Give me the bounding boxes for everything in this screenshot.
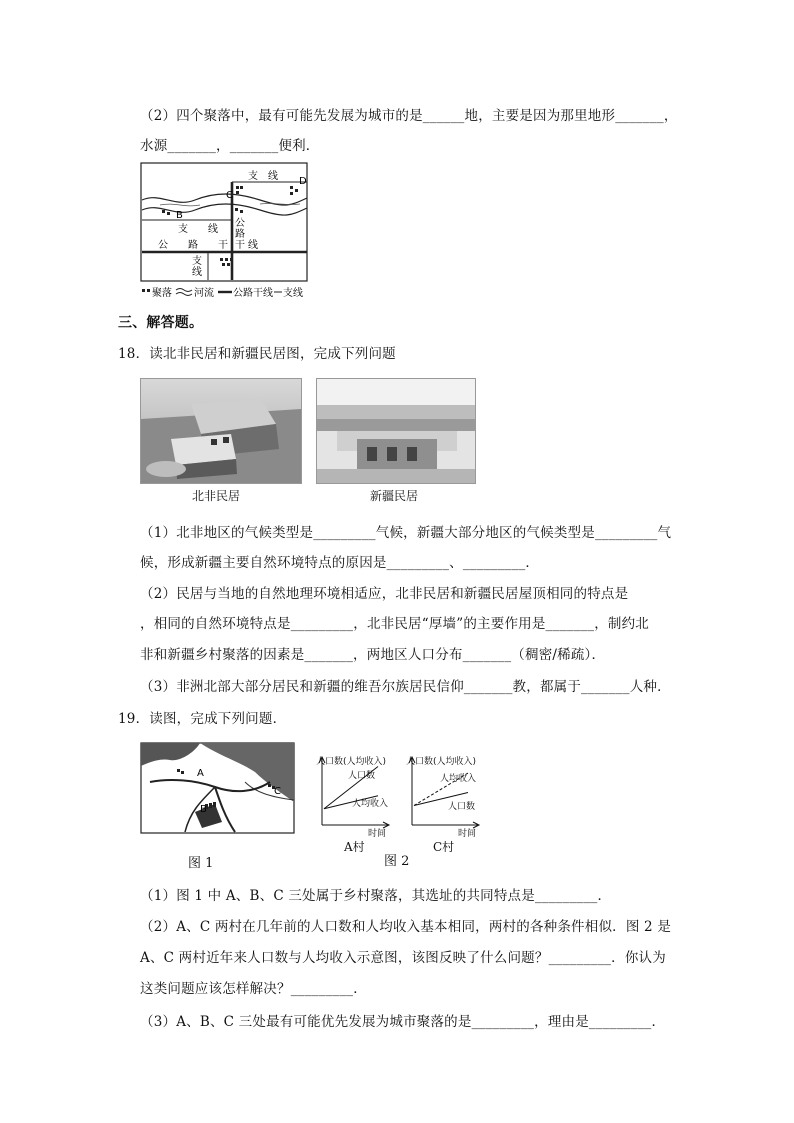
svg-text:线: 线 bbox=[248, 240, 258, 251]
chart-c-xlabel: 时间 bbox=[458, 829, 477, 839]
svg-text:C: C bbox=[274, 786, 281, 797]
north-africa-dwelling-photo bbox=[140, 378, 302, 484]
q19-part2-line1: （2）A、C 两村在几年前的人口数和人均收入基本相同，两村的各种条件相似．图 2 是 bbox=[140, 919, 672, 935]
q18-part2-line3: 非和新疆乡村聚落的因素是_______，两地区人口分布_______（稠密/稀疏）． bbox=[140, 647, 606, 663]
q18-part2-line1: （2）民居与当地的自然地理环境相适应，北非民居和新疆民居屋顶相同的特点是 bbox=[140, 586, 629, 602]
q19-part3: （3）A、B、C 三处最有可能优先发展为城市聚落的是_________，理由是_________． bbox=[140, 1014, 666, 1030]
svg-text:聚落: 聚落 bbox=[152, 288, 172, 299]
chart-a-caption: A村 bbox=[344, 840, 365, 854]
svg-text:C: C bbox=[226, 190, 233, 201]
chart-a-ylabel: 人口数(人均收入) bbox=[316, 757, 387, 767]
xinjiang-caption: 新疆民居 bbox=[370, 489, 419, 503]
q17-part2-line2: 水源_______，_______便利． bbox=[140, 138, 320, 154]
svg-text:支 线: 支 线 bbox=[178, 224, 218, 235]
svg-text:路: 路 bbox=[235, 229, 245, 240]
q17-part2-line1: （2）四个聚落中，最有可能先发展为城市的是______地，主要是因为那里地形_______， bbox=[140, 108, 678, 124]
svg-text:公 路 干: 公 路 干 bbox=[158, 240, 228, 251]
chart-a-series-population: 人口数 bbox=[348, 771, 376, 781]
q18-part2-line2: ，相同的自然环境特点是_________，北非民居“厚墙”的主要作用是_______，制约北 bbox=[140, 616, 650, 632]
svg-text:线: 线 bbox=[192, 267, 202, 278]
svg-text:B: B bbox=[200, 804, 207, 815]
north-africa-caption: 北非民居 bbox=[192, 489, 241, 503]
section-title: 三、解答题。 bbox=[118, 315, 204, 331]
chart-c-caption: C村 bbox=[433, 840, 455, 854]
svg-text:B: B bbox=[176, 210, 183, 221]
q19-part2-line3: 这类问题应该怎样解决？_________． bbox=[140, 981, 367, 997]
chart-c-series-population: 人口数 bbox=[448, 802, 476, 812]
svg-text:公: 公 bbox=[235, 218, 245, 229]
q18-stem: 18．读北非民居和新疆民居图，完成下列问题 bbox=[118, 346, 396, 362]
fig1-caption: 图 1 bbox=[188, 856, 214, 871]
svg-text:支线: 支线 bbox=[283, 288, 303, 299]
village-map bbox=[140, 742, 295, 834]
q19-part2-line2: A、C 两村近年来人口数与人均收入示意图，该图反映了什么问题？_________．你认为 bbox=[140, 950, 666, 966]
xinjiang-dwelling-photo bbox=[316, 378, 476, 484]
chart-c-series-income: 人均收入 bbox=[440, 774, 477, 784]
svg-text:河流: 河流 bbox=[194, 288, 214, 299]
chart-a-series-income: 人均收入 bbox=[352, 799, 389, 809]
q18-part3: （3）非洲北部大部分居民和新疆的维吾尔族居民信仰_______教，都属于_______人种． bbox=[140, 679, 671, 695]
chart-c-ylabel: 人口数(人均收入) bbox=[406, 757, 477, 767]
settlement-map bbox=[140, 162, 310, 302]
svg-text:干: 干 bbox=[235, 240, 245, 251]
q19-part1: （1）图 1 中 A、B、C 三处属于乡村聚落，其选址的共同特点是_________． bbox=[140, 888, 612, 904]
q18-part1-line1: （1）北非地区的气候类型是_________气候，新疆大部分地区的气候类型是_________气 bbox=[140, 525, 672, 541]
svg-text:支: 支 bbox=[192, 256, 202, 267]
svg-text:公路干线: 公路干线 bbox=[233, 288, 273, 299]
svg-text:支 线: 支 线 bbox=[248, 171, 278, 182]
q19-stem: 19．读图，完成下列问题． bbox=[118, 711, 287, 727]
chart-a-xlabel: 时间 bbox=[368, 829, 387, 839]
svg-text:D: D bbox=[299, 176, 307, 187]
fig2-caption: 图 2 bbox=[384, 854, 410, 869]
q18-part1-line2: 候，形成新疆主要自然环境特点的原因是_________、_________． bbox=[140, 555, 540, 571]
svg-text:A: A bbox=[197, 768, 204, 779]
